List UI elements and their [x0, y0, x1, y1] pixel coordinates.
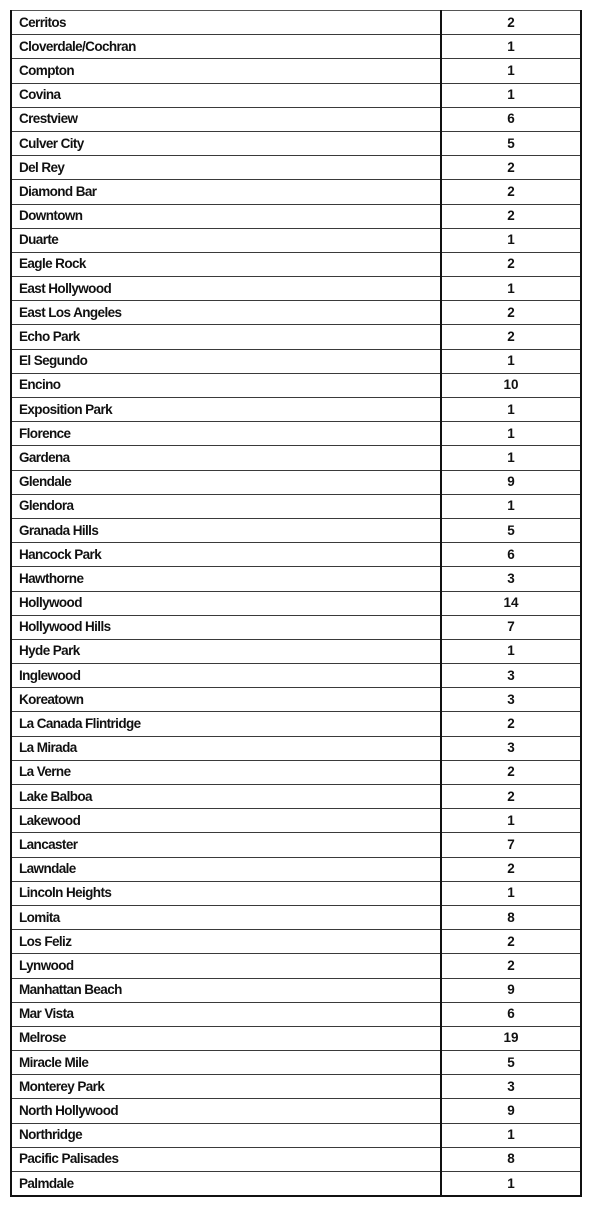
- count-cell: 9: [441, 470, 581, 494]
- count-cell: 2: [441, 204, 581, 228]
- count-cell: 2: [441, 156, 581, 180]
- table-row: [11, 373, 581, 397]
- table-row: [11, 349, 581, 373]
- count-cell: 1: [441, 446, 581, 470]
- count-cell: 1: [441, 1123, 581, 1147]
- count-cell: 2: [441, 180, 581, 204]
- count-cell: 1: [441, 277, 581, 301]
- count-cell: 1: [441, 494, 581, 518]
- count-cell: 2: [441, 954, 581, 978]
- neighborhood-name-cell: Inglewood: [11, 664, 441, 688]
- count-cell: 2: [441, 252, 581, 276]
- neighborhood-name-cell: Lomita: [11, 905, 441, 929]
- count-cell: 3: [441, 1075, 581, 1099]
- neighborhood-name-cell: Culver City: [11, 131, 441, 155]
- count-cell: 14: [441, 591, 581, 615]
- table-row: [11, 1026, 581, 1050]
- table-row: [11, 760, 581, 784]
- neighborhood-name-cell: Lancaster: [11, 833, 441, 857]
- neighborhood-name-cell: Hollywood: [11, 591, 441, 615]
- table-row: [11, 1123, 581, 1147]
- neighborhood-name-cell: El Segundo: [11, 349, 441, 373]
- table-row: [11, 11, 581, 35]
- count-cell: 1: [441, 809, 581, 833]
- neighborhood-name-cell: Koreatown: [11, 688, 441, 712]
- count-cell: 1: [441, 228, 581, 252]
- count-cell: 6: [441, 1002, 581, 1026]
- neighborhood-name-cell: Del Rey: [11, 156, 441, 180]
- count-cell: 9: [441, 978, 581, 1002]
- neighborhood-name-cell: Duarte: [11, 228, 441, 252]
- count-cell: 1: [441, 349, 581, 373]
- table-row: [11, 204, 581, 228]
- neighborhood-name-cell: Florence: [11, 422, 441, 446]
- table-row: [11, 857, 581, 881]
- count-cell: 2: [441, 325, 581, 349]
- neighborhood-name-cell: East Los Angeles: [11, 301, 441, 325]
- count-cell: 3: [441, 567, 581, 591]
- table-row: [11, 954, 581, 978]
- count-cell: 5: [441, 518, 581, 542]
- neighborhood-count-table: [10, 10, 582, 1197]
- count-cell: 9: [441, 1099, 581, 1123]
- table-row: [11, 930, 581, 954]
- count-cell: 6: [441, 543, 581, 567]
- count-cell: 1: [441, 398, 581, 422]
- count-cell: 1: [441, 881, 581, 905]
- count-cell: 6: [441, 107, 581, 131]
- neighborhood-name-cell: Echo Park: [11, 325, 441, 349]
- count-cell: 1: [441, 35, 581, 59]
- neighborhood-name-cell: Gardena: [11, 446, 441, 470]
- neighborhood-name-cell: Granada Hills: [11, 518, 441, 542]
- table-row: [11, 785, 581, 809]
- table-row: [11, 131, 581, 155]
- table-row: [11, 398, 581, 422]
- count-cell: 2: [441, 760, 581, 784]
- neighborhood-name-cell: Eagle Rock: [11, 252, 441, 276]
- table-row: [11, 1002, 581, 1026]
- neighborhood-name-cell: Glendale: [11, 470, 441, 494]
- count-cell: 1: [441, 83, 581, 107]
- neighborhood-name-cell: Lynwood: [11, 954, 441, 978]
- count-cell: 7: [441, 615, 581, 639]
- neighborhood-name-cell: La Verne: [11, 760, 441, 784]
- neighborhood-name-cell: Crestview: [11, 107, 441, 131]
- count-cell: 1: [441, 422, 581, 446]
- count-cell: 10: [441, 373, 581, 397]
- count-cell: 2: [441, 11, 581, 35]
- table-row: [11, 470, 581, 494]
- table-row: [11, 325, 581, 349]
- count-cell: 8: [441, 1147, 581, 1171]
- table-row: [11, 736, 581, 760]
- count-cell: 8: [441, 905, 581, 929]
- neighborhood-name-cell: Glendora: [11, 494, 441, 518]
- neighborhood-name-cell: Lake Balboa: [11, 785, 441, 809]
- table-row: [11, 156, 581, 180]
- neighborhood-name-cell: Cloverdale/Cochran: [11, 35, 441, 59]
- table-row: [11, 978, 581, 1002]
- neighborhood-name-cell: Cerritos: [11, 11, 441, 35]
- neighborhood-name-cell: Hancock Park: [11, 543, 441, 567]
- count-cell: 5: [441, 1051, 581, 1075]
- table-row: [11, 35, 581, 59]
- neighborhood-name-cell: Palmdale: [11, 1172, 441, 1197]
- table-row: [11, 494, 581, 518]
- neighborhood-name-cell: Downtown: [11, 204, 441, 228]
- table-row: [11, 107, 581, 131]
- table-row: [11, 83, 581, 107]
- neighborhood-name-cell: Monterey Park: [11, 1075, 441, 1099]
- count-cell: 19: [441, 1026, 581, 1050]
- table-row: [11, 833, 581, 857]
- neighborhood-name-cell: Hyde Park: [11, 639, 441, 663]
- table-row: [11, 277, 581, 301]
- table-row: [11, 905, 581, 929]
- neighborhood-name-cell: La Canada Flintridge: [11, 712, 441, 736]
- count-cell: 3: [441, 736, 581, 760]
- table-row: [11, 664, 581, 688]
- neighborhood-name-cell: Hawthorne: [11, 567, 441, 591]
- neighborhood-name-cell: Hollywood Hills: [11, 615, 441, 639]
- neighborhood-name-cell: East Hollywood: [11, 277, 441, 301]
- count-cell: 3: [441, 688, 581, 712]
- table-row: [11, 59, 581, 83]
- neighborhood-name-cell: Encino: [11, 373, 441, 397]
- count-cell: 1: [441, 639, 581, 663]
- table-row: [11, 639, 581, 663]
- table-row: [11, 1099, 581, 1123]
- count-cell: 1: [441, 59, 581, 83]
- table-row: [11, 518, 581, 542]
- table-row: [11, 615, 581, 639]
- table-row: [11, 688, 581, 712]
- count-cell: 3: [441, 664, 581, 688]
- table-row: [11, 567, 581, 591]
- neighborhood-name-cell: Compton: [11, 59, 441, 83]
- neighborhood-name-cell: Covina: [11, 83, 441, 107]
- count-cell: 2: [441, 857, 581, 881]
- count-cell: 2: [441, 301, 581, 325]
- table-row: [11, 1172, 581, 1197]
- neighborhood-name-cell: Los Feliz: [11, 930, 441, 954]
- table-row: [11, 591, 581, 615]
- table-row: [11, 252, 581, 276]
- neighborhood-name-cell: Northridge: [11, 1123, 441, 1147]
- neighborhood-name-cell: North Hollywood: [11, 1099, 441, 1123]
- count-cell: 7: [441, 833, 581, 857]
- neighborhood-name-cell: Exposition Park: [11, 398, 441, 422]
- table-row: [11, 1075, 581, 1099]
- neighborhood-name-cell: Melrose: [11, 1026, 441, 1050]
- table-row: [11, 543, 581, 567]
- table-row: [11, 1051, 581, 1075]
- neighborhood-name-cell: Miracle Mile: [11, 1051, 441, 1075]
- table-row: [11, 1147, 581, 1171]
- table-row: [11, 446, 581, 470]
- neighborhood-name-cell: Diamond Bar: [11, 180, 441, 204]
- neighborhood-name-cell: Manhattan Beach: [11, 978, 441, 1002]
- count-cell: 2: [441, 930, 581, 954]
- table-row: [11, 881, 581, 905]
- count-cell: 1: [441, 1172, 581, 1197]
- count-cell: 2: [441, 785, 581, 809]
- neighborhood-name-cell: Lawndale: [11, 857, 441, 881]
- neighborhood-name-cell: Lincoln Heights: [11, 881, 441, 905]
- table-row: [11, 422, 581, 446]
- table-row: [11, 180, 581, 204]
- table-row: [11, 301, 581, 325]
- count-cell: 5: [441, 131, 581, 155]
- table-row: [11, 712, 581, 736]
- neighborhood-name-cell: Pacific Palisades: [11, 1147, 441, 1171]
- neighborhood-name-cell: Lakewood: [11, 809, 441, 833]
- neighborhood-name-cell: Mar Vista: [11, 1002, 441, 1026]
- count-cell: 2: [441, 712, 581, 736]
- table-row: [11, 809, 581, 833]
- neighborhood-name-cell: La Mirada: [11, 736, 441, 760]
- table-body: [11, 11, 581, 1197]
- table-row: [11, 228, 581, 252]
